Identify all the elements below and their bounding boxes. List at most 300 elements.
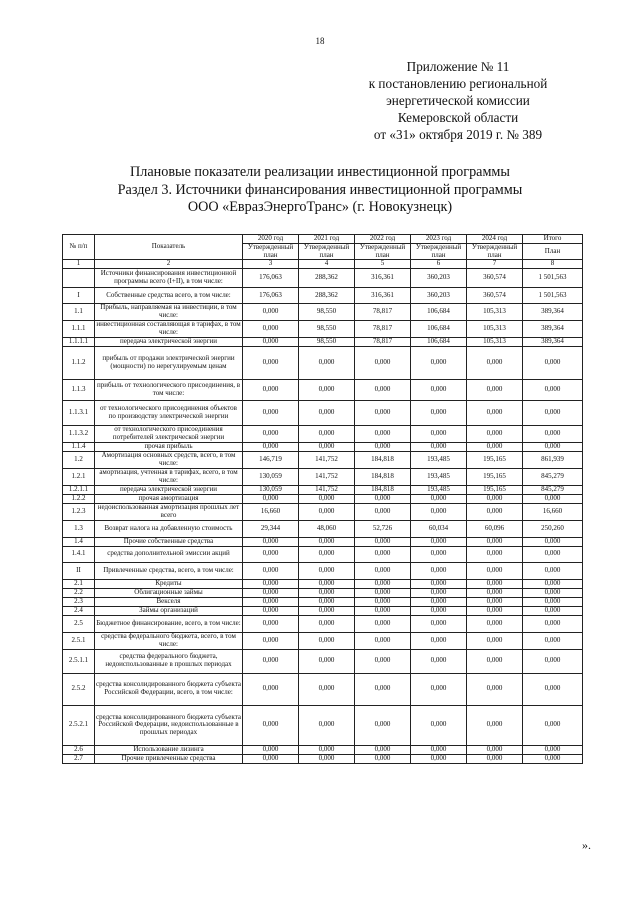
col-header-plan: Утвержденный план — [355, 243, 411, 260]
row-total-value: 0,000 — [523, 425, 583, 442]
row-number: 2.5.2 — [63, 673, 95, 705]
row-indicator: от технологического присоединения потребителей электрической энергии — [95, 425, 243, 442]
row-total-value: 0,000 — [523, 562, 583, 579]
row-year-value: 78,817 — [355, 337, 411, 346]
row-indicator: Собственные средства всего, в том числе: — [95, 288, 243, 304]
row-year-value: 0,000 — [299, 579, 355, 588]
row-year-value: 316,361 — [355, 288, 411, 304]
row-year-value: 52,726 — [355, 520, 411, 537]
title-line: Плановые показатели реализации инвестиционной программы — [130, 164, 510, 180]
row-year-value: 0,000 — [243, 673, 299, 705]
row-year-value: 0,000 — [355, 705, 411, 745]
row-indicator: средства дополнительной эмиссии акций — [95, 546, 243, 562]
row-total-value: 0,000 — [523, 745, 583, 754]
row-indicator: Использование лизинга — [95, 745, 243, 754]
row-year-value: 98,550 — [299, 321, 355, 338]
row-indicator: Прибыль, направляемая на инвестиции, в том числе: — [95, 304, 243, 321]
row-number: 2.6 — [63, 745, 95, 754]
row-year-value: 141,752 — [299, 451, 355, 468]
row-year-value: 0,000 — [299, 503, 355, 520]
row-year-value: 0,000 — [243, 442, 299, 451]
row-year-value: 195,165 — [467, 451, 523, 468]
row-year-value: 0,000 — [243, 537, 299, 546]
row-year-value: 360,574 — [467, 288, 523, 304]
row-indicator: передача электрической энергии — [95, 337, 243, 346]
col-header-year: 2023 год — [411, 235, 467, 244]
column-number-row — [63, 260, 583, 269]
row-year-value: 60,096 — [467, 520, 523, 537]
row-indicator: инвестиционная составляющая в тарифах, в том числе: — [96, 320, 241, 336]
col-header-plan: Утвержденный план — [299, 243, 355, 260]
row-year-value: 0,000 — [355, 649, 411, 673]
row-number: 2.4 — [63, 606, 95, 615]
row-total-value: 0,000 — [523, 615, 583, 632]
row-year-value: 98,550 — [299, 337, 355, 346]
row-indicator: Векселя — [95, 597, 243, 606]
table-row — [63, 754, 583, 763]
row-number: 1.1.3 — [63, 379, 95, 400]
column-number: 4 — [299, 260, 355, 269]
row-year-value: 0,000 — [355, 754, 411, 763]
row-year-value: 193,485 — [411, 485, 467, 494]
row-year-value: 0,000 — [411, 606, 467, 615]
table-row — [63, 425, 583, 442]
appendix-line: энергетической комиссии — [386, 93, 530, 108]
row-year-value: 0,000 — [355, 632, 411, 649]
row-year-value: 316,361 — [355, 269, 411, 288]
row-year-value: 0,000 — [299, 705, 355, 745]
row-year-value: 0,000 — [243, 546, 299, 562]
row-year-value: 0,000 — [467, 615, 523, 632]
row-year-value: 193,485 — [411, 451, 467, 468]
table-row — [63, 400, 583, 425]
row-year-value: 0,000 — [243, 425, 299, 442]
row-year-value: 193,485 — [411, 468, 467, 485]
row-total-value: 845,279 — [523, 485, 583, 494]
table-row — [63, 485, 583, 494]
row-total-value: 0,000 — [523, 705, 583, 745]
row-year-value: 0,000 — [355, 606, 411, 615]
row-year-value: 0,000 — [355, 379, 411, 400]
row-total-value: 0,000 — [523, 546, 583, 562]
row-year-value: 0,000 — [467, 503, 523, 520]
row-year-value: 0,000 — [355, 546, 411, 562]
row-year-value: 0,000 — [243, 400, 299, 425]
title-line: ООО «ЕвразЭнергоТранс» (г. Новокузнецк) — [187, 199, 453, 215]
row-year-value: 0,000 — [411, 442, 467, 451]
row-year-value: 0,000 — [411, 588, 467, 597]
appendix-block — [328, 58, 588, 143]
row-year-value: 176,063 — [243, 288, 299, 304]
row-year-value: 0,000 — [467, 606, 523, 615]
row-total-value: 0,000 — [523, 597, 583, 606]
row-year-value: 0,000 — [243, 632, 299, 649]
table-row — [63, 673, 583, 705]
row-indicator: Источники финансирования инвестиционной программы всего (I+II), в том числе: — [95, 269, 243, 288]
row-year-value: 29,344 — [243, 520, 299, 537]
table-row — [63, 588, 583, 597]
row-year-value: 0,000 — [355, 442, 411, 451]
col-header-total-plan: План — [523, 243, 583, 260]
row-total-value: 0,000 — [523, 346, 583, 379]
row-year-value: 0,000 — [355, 745, 411, 754]
row-number: 2.5.2.1 — [63, 705, 95, 745]
row-year-value: 0,000 — [243, 562, 299, 579]
row-year-value: 0,000 — [355, 615, 411, 632]
column-number: 8 — [523, 260, 583, 269]
row-number: 1.2 — [63, 451, 95, 468]
table-row — [63, 615, 583, 632]
appendix-line: к постановлению региональной — [368, 76, 548, 91]
row-year-value: 0,000 — [467, 597, 523, 606]
table-row — [63, 304, 583, 321]
row-year-value: 0,000 — [467, 546, 523, 562]
row-number: 1.1.3.2 — [63, 425, 95, 442]
row-number: 2.3 — [63, 597, 95, 606]
row-indicator: прочая амортизация — [95, 494, 243, 503]
row-year-value: 78,817 — [355, 321, 411, 338]
table-row — [63, 562, 583, 579]
row-year-value: 176,063 — [243, 269, 299, 288]
row-year-value: 16,660 — [243, 503, 299, 520]
row-total-value: 1 501,563 — [523, 288, 583, 304]
row-year-value: 105,313 — [467, 337, 523, 346]
row-year-value: 0,000 — [411, 673, 467, 705]
table-row — [63, 451, 583, 468]
row-year-value: 0,000 — [299, 588, 355, 597]
row-total-value: 0,000 — [523, 442, 583, 451]
row-number: 1.1.1 — [63, 321, 95, 338]
col-header-number: № п/п — [63, 235, 95, 260]
row-number: 2.5.1 — [63, 632, 95, 649]
row-indicator: Привлеченные средства, всего, в том числе: — [95, 562, 243, 579]
row-year-value: 0,000 — [243, 745, 299, 754]
table-row — [63, 537, 583, 546]
row-number: 2.5 — [63, 615, 95, 632]
row-year-value: 0,000 — [299, 494, 355, 503]
row-year-value: 0,000 — [299, 379, 355, 400]
col-header-total: Итого — [523, 235, 583, 244]
row-year-value: 0,000 — [411, 705, 467, 745]
row-indicator: Прочие привлеченные средства — [95, 754, 243, 763]
row-year-value: 0,000 — [411, 615, 467, 632]
row-number — [63, 269, 95, 288]
row-indicator: прибыль от продажи электрической энергии (мощности) по нерегулируемым ценам — [95, 346, 243, 379]
row-year-value: 0,000 — [467, 442, 523, 451]
table-row — [63, 606, 583, 615]
row-total-value: 0,000 — [523, 537, 583, 546]
row-year-value: 0,000 — [299, 400, 355, 425]
row-number: 1.2.2 — [63, 494, 95, 503]
row-total-value: 861,939 — [523, 451, 583, 468]
row-total-value: 16,660 — [523, 503, 583, 520]
row-year-value: 288,362 — [299, 288, 355, 304]
title-line: Раздел 3. Источники финансирования инвестиционной программы — [117, 181, 523, 198]
col-header-year: 2022 год — [355, 235, 411, 244]
col-header-year: 2020 год — [243, 235, 299, 244]
row-total-value: 389,364 — [523, 337, 583, 346]
row-indicator: недоиспользованная амортизация прошлых лет всего — [95, 503, 243, 520]
row-total-value: 0,000 — [523, 494, 583, 503]
row-year-value: 0,000 — [467, 705, 523, 745]
table-row — [63, 705, 583, 745]
row-year-value: 105,313 — [467, 304, 523, 321]
table-row — [63, 346, 583, 379]
table-row — [63, 579, 583, 588]
row-indicator: Кредиты — [95, 579, 243, 588]
row-year-value: 0,000 — [467, 425, 523, 442]
row-year-value: 0,000 — [411, 597, 467, 606]
row-total-value: 0,000 — [523, 606, 583, 615]
row-year-value: 0,000 — [411, 537, 467, 546]
row-year-value: 0,000 — [243, 379, 299, 400]
row-year-value: 141,752 — [299, 468, 355, 485]
row-number: 1.2.1 — [63, 468, 95, 485]
row-year-value: 0,000 — [411, 425, 467, 442]
row-year-value: 0,000 — [243, 494, 299, 503]
table-row — [63, 597, 583, 606]
row-year-value: 0,000 — [411, 632, 467, 649]
row-year-value: 0,000 — [243, 606, 299, 615]
row-year-value: 0,000 — [355, 597, 411, 606]
column-number: 7 — [467, 260, 523, 269]
row-year-value: 0,000 — [467, 400, 523, 425]
row-year-value: 0,000 — [299, 615, 355, 632]
table-row — [63, 337, 583, 346]
row-indicator: средства федерального бюджета, недоиспользованные в прошлых периодах — [95, 649, 243, 673]
col-header-year: 2021 год — [299, 235, 355, 244]
row-year-value: 0,000 — [243, 321, 299, 338]
row-number: 1.1.1.1 — [63, 337, 95, 346]
row-indicator: Амортизация основных средств, всего, в том числе: — [95, 451, 243, 468]
row-number: I — [63, 288, 95, 304]
column-number: 2 — [95, 260, 243, 269]
table-row — [63, 649, 583, 673]
row-year-value: 0,000 — [299, 562, 355, 579]
closing-quote: ». — [582, 838, 591, 852]
row-year-value: 0,000 — [299, 649, 355, 673]
row-number: 2.5.1.1 — [63, 649, 95, 673]
row-year-value: 106,684 — [411, 304, 467, 321]
row-number: II — [63, 562, 95, 579]
table-row — [63, 269, 583, 288]
row-year-value: 0,000 — [355, 346, 411, 379]
row-year-value: 0,000 — [411, 754, 467, 763]
row-number: 1.2.3 — [63, 503, 95, 520]
row-total-value: 0,000 — [523, 400, 583, 425]
page-number: 18 — [315, 36, 325, 46]
row-number: 1.2.1.1 — [63, 485, 95, 494]
row-year-value: 0,000 — [299, 442, 355, 451]
row-year-value: 0,000 — [411, 494, 467, 503]
row-year-value: 141,752 — [299, 485, 355, 494]
row-year-value: 0,000 — [411, 562, 467, 579]
row-year-value: 184,818 — [355, 485, 411, 494]
row-indicator: Прочие собственные средства — [95, 537, 243, 546]
row-year-value: 0,000 — [355, 579, 411, 588]
row-year-value: 360,203 — [411, 288, 467, 304]
row-year-value: 0,000 — [467, 588, 523, 597]
row-year-value: 0,000 — [299, 606, 355, 615]
row-year-value: 0,000 — [243, 754, 299, 763]
row-year-value: 0,000 — [243, 579, 299, 588]
row-year-value: 0,000 — [243, 588, 299, 597]
row-year-value: 0,000 — [411, 649, 467, 673]
table-row — [63, 288, 583, 304]
row-total-value: 0,000 — [523, 588, 583, 597]
row-indicator: передача электрической энергии — [95, 485, 243, 494]
row-year-value: 146,719 — [243, 451, 299, 468]
row-year-value: 106,684 — [411, 321, 467, 338]
row-total-value: 0,000 — [523, 579, 583, 588]
row-year-value: 0,000 — [299, 673, 355, 705]
row-year-value: 0,000 — [243, 615, 299, 632]
col-header-plan: Утвержденный план — [243, 243, 299, 260]
row-year-value: 105,313 — [467, 321, 523, 338]
row-year-value: 0,000 — [355, 494, 411, 503]
row-indicator: амортизация, учтенная в тарифах, всего, в том числе: — [95, 468, 243, 485]
row-year-value: 0,000 — [411, 745, 467, 754]
row-number: 2.1 — [63, 579, 95, 588]
appendix-line: Кемеровской области — [397, 110, 519, 125]
row-year-value: 0,000 — [355, 673, 411, 705]
row-year-value: 0,000 — [299, 346, 355, 379]
row-year-value: 106,684 — [411, 337, 467, 346]
row-year-value: 48,060 — [299, 520, 355, 537]
row-year-value: 0,000 — [467, 494, 523, 503]
table-row — [63, 468, 583, 485]
appendix-line: Приложение № 11 — [406, 59, 510, 74]
row-year-value: 0,000 — [467, 562, 523, 579]
row-year-value: 0,000 — [467, 579, 523, 588]
row-indicator: прибыль от технологического присоединения, в том числе: — [95, 379, 243, 400]
column-number: 3 — [243, 260, 299, 269]
column-number: 5 — [355, 260, 411, 269]
row-indicator: Возврат налога на добавленную стоимость — [95, 520, 243, 537]
table-row — [63, 546, 583, 562]
financing-table — [62, 234, 583, 764]
row-year-value: 0,000 — [467, 537, 523, 546]
row-total-value: 0,000 — [523, 754, 583, 763]
row-total-value: 0,000 — [523, 379, 583, 400]
row-year-value: 0,000 — [355, 537, 411, 546]
row-total-value: 389,364 — [523, 321, 583, 338]
row-year-value: 0,000 — [243, 346, 299, 379]
row-year-value: 0,000 — [299, 537, 355, 546]
appendix-line: от «31» октября 2019 г. № 389 — [373, 127, 543, 142]
row-year-value: 0,000 — [355, 425, 411, 442]
row-year-value: 130,059 — [243, 468, 299, 485]
row-total-value: 250,260 — [523, 520, 583, 537]
row-number: 1.1 — [63, 304, 95, 321]
row-number: 2.7 — [63, 754, 95, 763]
row-indicator: средства федерального бюджета, всего, в том числе: — [95, 632, 243, 649]
row-year-value: 195,165 — [467, 485, 523, 494]
row-number: 1.1.2 — [63, 346, 95, 379]
row-year-value: 130,059 — [243, 485, 299, 494]
table-row — [63, 520, 583, 537]
table-row — [63, 494, 583, 503]
col-header-year: 2024 год — [467, 235, 523, 244]
row-year-value: 0,000 — [411, 503, 467, 520]
row-indicator: Займы организаций — [95, 606, 243, 615]
row-year-value: 98,550 — [299, 304, 355, 321]
row-indicator: средства консолидированного бюджета субъекта Российской Федерации, всего, в том числе: — [95, 673, 243, 705]
row-year-value: 0,000 — [299, 425, 355, 442]
table-row — [63, 503, 583, 520]
row-total-value: 845,279 — [523, 468, 583, 485]
row-number: 1.1.3.1 — [63, 400, 95, 425]
row-year-value: 0,000 — [299, 546, 355, 562]
row-indicator: прочая прибыль — [95, 442, 243, 451]
row-year-value: 0,000 — [355, 400, 411, 425]
row-year-value: 195,165 — [467, 468, 523, 485]
table-row — [63, 442, 583, 451]
row-year-value: 0,000 — [411, 546, 467, 562]
row-year-value: 0,000 — [355, 588, 411, 597]
column-number: 1 — [63, 260, 95, 269]
table-row — [63, 632, 583, 649]
row-year-value: 0,000 — [411, 579, 467, 588]
row-total-value: 1 501,563 — [523, 269, 583, 288]
row-number: 1.4.1 — [63, 546, 95, 562]
table-row — [63, 321, 583, 338]
row-year-value: 0,000 — [411, 379, 467, 400]
row-year-value: 0,000 — [411, 400, 467, 425]
row-indicator: Бюджетное финансирование, всего, в том числе: — [95, 615, 243, 632]
row-year-value: 0,000 — [467, 673, 523, 705]
table-row — [63, 745, 583, 754]
row-year-value: 360,574 — [467, 269, 523, 288]
row-total-value: 0,000 — [523, 649, 583, 673]
row-year-value: 0,000 — [411, 346, 467, 379]
row-number: 1.3 — [63, 520, 95, 537]
document-title — [0, 164, 640, 217]
row-year-value: 0,000 — [299, 597, 355, 606]
row-year-value: 0,000 — [243, 705, 299, 745]
row-number: 2.2 — [63, 588, 95, 597]
row-year-value: 184,818 — [355, 451, 411, 468]
row-total-value: 0,000 — [523, 673, 583, 705]
row-total-value: 0,000 — [523, 632, 583, 649]
col-header-plan: Утвержденный план — [411, 243, 467, 260]
row-year-value: 0,000 — [243, 304, 299, 321]
col-header-plan: Утвержденный план — [467, 243, 523, 260]
row-year-value: 0,000 — [467, 379, 523, 400]
table-row — [63, 379, 583, 400]
row-year-value: 288,362 — [299, 269, 355, 288]
row-year-value: 184,818 — [355, 468, 411, 485]
row-year-value: 0,000 — [299, 632, 355, 649]
row-year-value: 0,000 — [467, 745, 523, 754]
row-number: 1.4 — [63, 537, 95, 546]
row-year-value: 0,000 — [243, 649, 299, 673]
row-year-value: 0,000 — [467, 346, 523, 379]
row-year-value: 60,034 — [411, 520, 467, 537]
row-indicator: Облигационные займы — [95, 588, 243, 597]
row-year-value: 0,000 — [299, 745, 355, 754]
column-number: 6 — [411, 260, 467, 269]
row-indicator: от технологического присоединения объектов по производству электрической энергии — [95, 400, 243, 425]
row-year-value: 0,000 — [355, 562, 411, 579]
row-year-value: 0,000 — [243, 597, 299, 606]
row-number: 1.1.4 — [63, 442, 95, 451]
row-year-value: 78,817 — [355, 304, 411, 321]
row-indicator: средства консолидированного бюджета субъекта Российской Федерации, недоиспользованные в прошлых периодах — [95, 705, 243, 745]
row-year-value: 0,000 — [467, 632, 523, 649]
row-year-value: 0,000 — [467, 754, 523, 763]
row-year-value: 0,000 — [299, 754, 355, 763]
